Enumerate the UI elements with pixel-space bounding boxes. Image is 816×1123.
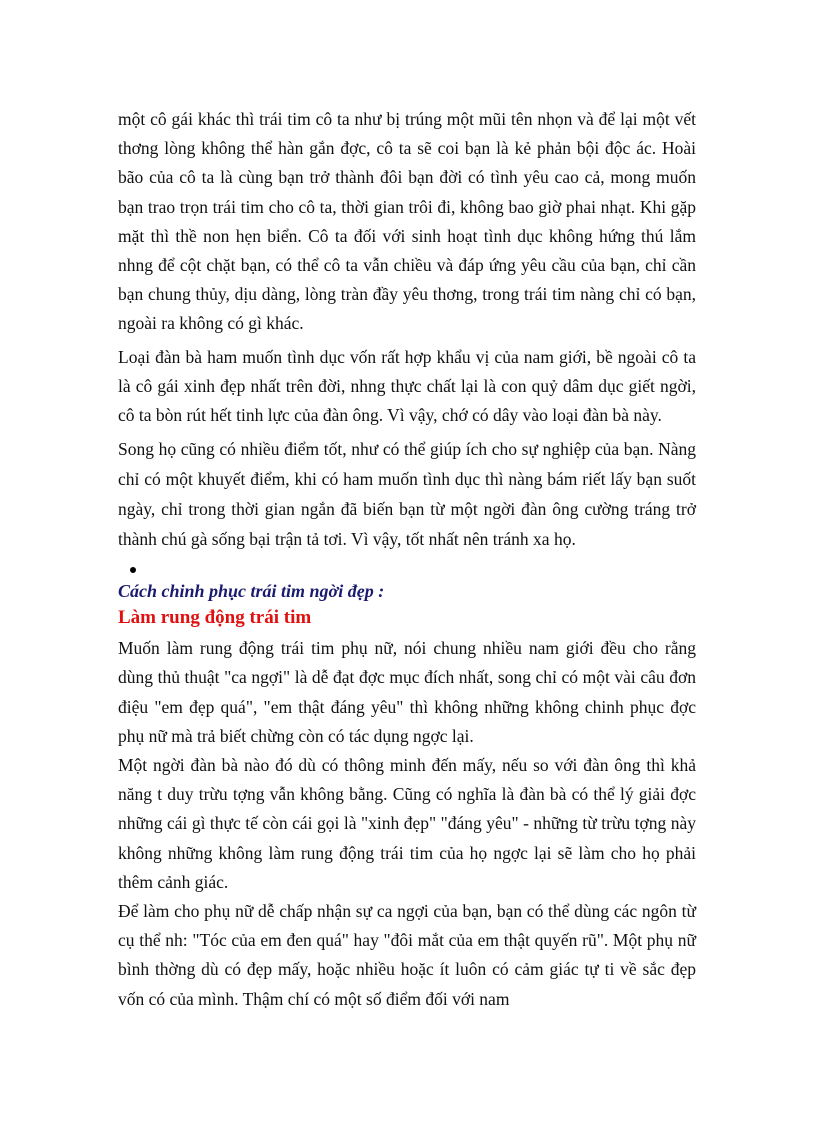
paragraph-4: Muốn làm rung động trái tim phụ nữ, nói chung nhiều nam giới đều cho rằng dùng thủ thuật "ca ngợi" là dễ đạt đợc mục đích nhất, song chỉ có một vài câu đơn điệu "em đẹp quá", "em thật đáng yêu" thì không những không chinh phục đợc phụ nữ mà trả biết chừng còn có tác dụng ngợc lại. bbox=[118, 638, 696, 746]
document-page bbox=[118, 105, 696, 1014]
section-heading: Làm rung động trái tim bbox=[118, 607, 312, 629]
paragraph-5: Một ngời đàn bà nào đó dù có thông minh đến mấy, nếu so với đàn ông thì khả năng t duy trừu tợng vẫn không bằng. Cũng có nghĩa là đàn bà có thể lý giải đợc những cái gì thực tế còn cái gọi là "xinh đẹp" "đáng yêu" - những từ trừu tợng này không những không làm rung động trái tim của họ ngợc lại sẽ làm cho họ phải thêm cảnh giác. bbox=[118, 755, 696, 892]
section-subheading: Cách chinh phục trái tim ngời đẹp : bbox=[118, 581, 385, 602]
paragraph-1: một cô gái khác thì trái tim cô ta như bị trúng một mũi tên nhọn và để lại một vết thơng lòng không thể hàn gắn đợc, cô ta sẽ coi bạn là kẻ phản bội độc ác. Hoài bão của cô ta là cùng bạn trở thành đôi bạn đời có tình yêu cao cả, mong muốn bạn trao trọn trái tim cho cô ta, thời gian trôi đi, không bao giờ phai nhạt. Khi gặp mặt thì thề non hẹn biển. Cô ta đối với sinh hoạt tình dục không hứng thú lắm nhng để cột chặt bạn, có thể cô ta vẫn chiều và đáp ứng yêu cầu của bạn, chỉ cần bạn chung thủy, dịu dàng, lòng tràn đầy yêu thơng, trong trái tim nàng chỉ có bạn, ngoài ra không có gì khác. bbox=[118, 109, 696, 334]
bullet-dot-icon bbox=[130, 567, 136, 573]
paragraph-3: Song họ cũng có nhiều điểm tốt, như có thể giúp ích cho sự nghiệp của bạn. Nàng chỉ có một khuyết điểm, khi có ham muốn tình dục thì nàng bám riết lấy bạn suốt ngày, chỉ trong thời gian ngắn đã biến bạn từ một ngời đàn ông cường tráng trở thành chú gà sống bại trận tả tơi. Vì vậy, tốt nhất nên tránh xa họ. bbox=[118, 439, 696, 550]
paragraph-6: Để làm cho phụ nữ dễ chấp nhận sự ca ngợi của bạn, bạn có thể dùng các ngôn từ cụ thể nh: "Tóc của em đen quá" hay "đôi mắt của em thật quyến rũ". Một phụ nữ bình thờng dù có đẹp mấy, hoặc nhiều hoặc ít luôn có cảm giác tự ti về sắc đẹp vốn có của mình. Thậm chí có một số điểm đối với nam bbox=[118, 901, 696, 1009]
bullet-marker bbox=[118, 554, 696, 578]
paragraph-2: Loại đàn bà ham muốn tình dục vốn rất hợp khẩu vị của nam giới, bề ngoài cô ta là cô gái xinh đẹp nhất trên đời, nhng thực chất lại là con quỷ dâm dục giết ngời, cô ta bòn rút hết tinh lực của đàn ông. Vì vậy, chớ có dây vào loại đàn bà này. bbox=[118, 346, 696, 426]
